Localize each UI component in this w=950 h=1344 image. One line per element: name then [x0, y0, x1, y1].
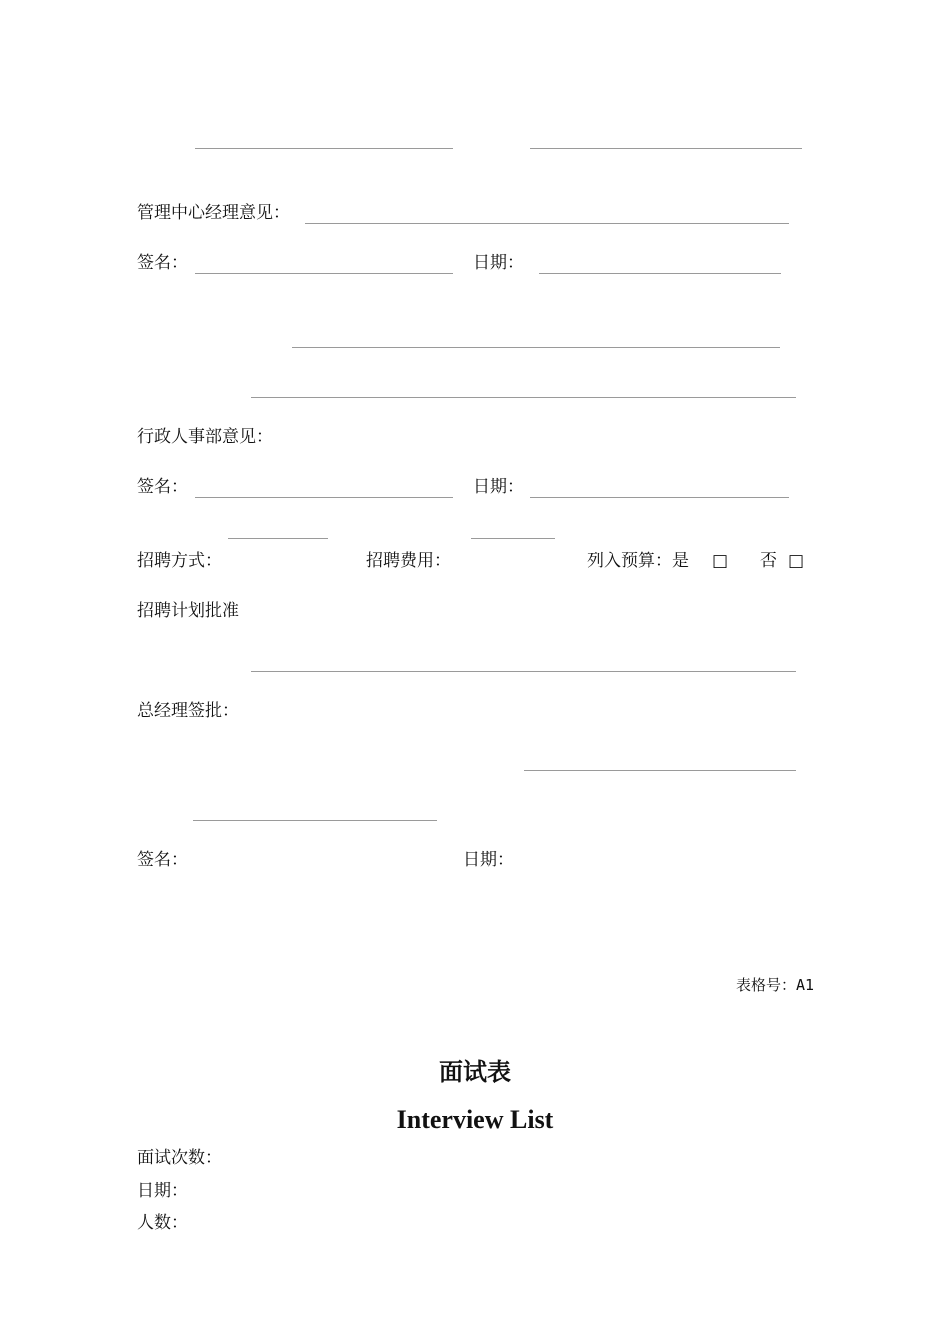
interview-count-label: 人数： [137, 1213, 188, 1233]
hr-dept-opinion-label: 行政人事部意见： [137, 427, 273, 447]
date-field[interactable] [530, 497, 789, 498]
budget-label: 列入预算：是 [587, 551, 689, 571]
interview-title-cn: 面试表 [439, 1058, 511, 1086]
signature-label: 签名： [137, 253, 188, 273]
interview-date-label: 日期： [137, 1181, 188, 1201]
date-label: 日期： [473, 477, 524, 497]
form-number: 表格号：A1 [735, 976, 814, 994]
date-label: 日期： [473, 253, 524, 273]
recruit-method-label: 招聘方式： [137, 551, 222, 571]
signature-field[interactable] [195, 273, 453, 274]
blank-line [530, 148, 802, 149]
blank-line [292, 347, 780, 348]
mgmt-center-opinion-field[interactable] [305, 223, 789, 224]
interview-title-en: Interview List [396, 1105, 554, 1134]
interview-round-label: 面试次数： [137, 1148, 222, 1168]
date-field[interactable] [524, 770, 796, 771]
signature-field[interactable] [193, 820, 437, 821]
plan-approval-field[interactable] [251, 671, 796, 672]
signature-field[interactable] [195, 497, 453, 498]
budget-no-label: 否 [760, 551, 777, 571]
budget-yes-checkbox[interactable]: □ [712, 551, 729, 571]
recruit-cost-label: 招聘费用： [366, 551, 451, 571]
blank-line [251, 397, 796, 398]
plan-approval-label: 招聘计划批准 [137, 601, 239, 621]
recruit-cost-field[interactable] [471, 538, 555, 539]
signature-label: 签名： [137, 477, 188, 497]
signature-label: 签名： [137, 850, 188, 870]
budget-no-checkbox[interactable]: □ [788, 551, 805, 571]
recruit-method-field[interactable] [228, 538, 328, 539]
date-field[interactable] [539, 273, 781, 274]
gm-approval-label: 总经理签批： [137, 701, 239, 721]
blank-line [195, 148, 453, 149]
date-label: 日期： [463, 850, 514, 870]
mgmt-center-opinion-label: 管理中心经理意见： [137, 203, 290, 223]
